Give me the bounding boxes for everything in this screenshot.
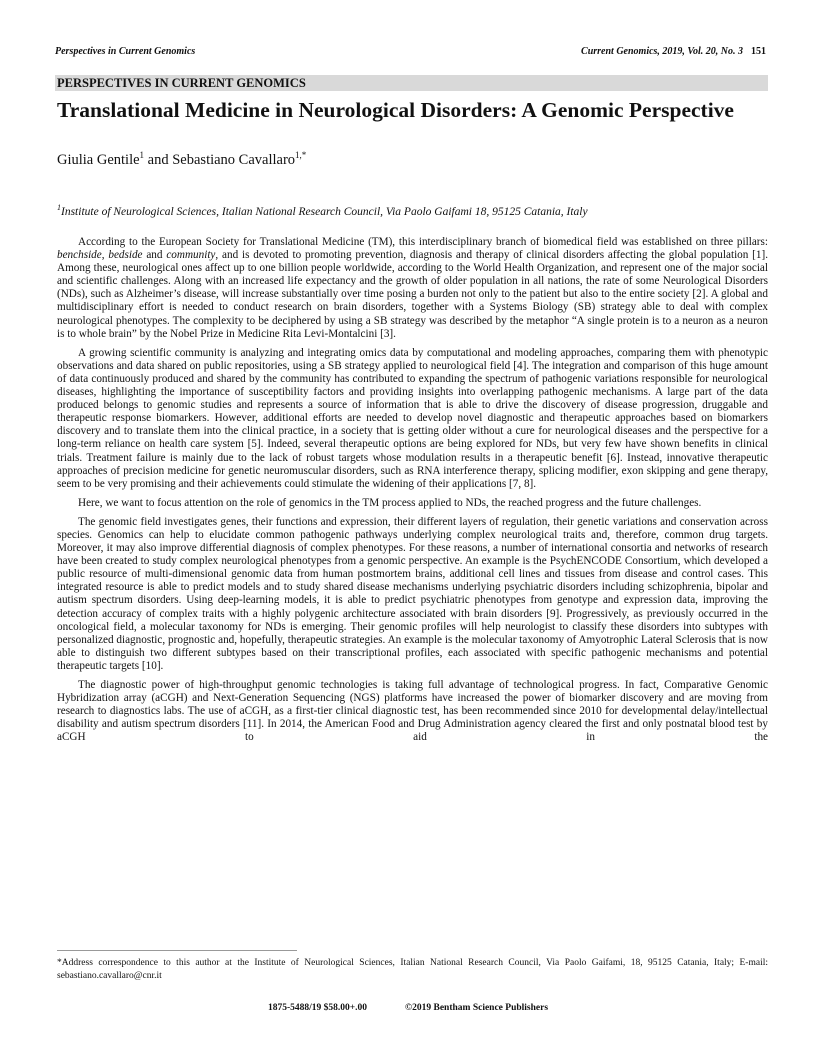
- affiliation: [57, 203, 588, 218]
- correspondence-footnote: *Address correspondence to this author at the Institute of Neurological Sciences, Italian National Research Council, Via Paolo Gaifami, 18, 95125 Catania, Italy; E-mail: sebastiano.cavallaro@cnr.it: [57, 958, 768, 981]
- affiliation-text: Institute of Neurological Sciences, Italian National Research Council, Via Paolo Gaifami 18, 95125 Catania, Italy: [61, 205, 588, 218]
- body-paragraph: According to the European Society for Translational Medicine (TM), this interdisciplinary branch of biomedical field was established on three pillars: benchside, bedside and community, and is devoted to promoting prevention, diagnosis and therapy of clinical disorders affecting the global population [1]. Among these, neurological ones affect up to one billion people worldwide, according to the World Health Organization, and represent one of the major social and scientific challenges. Along with an increased life expectancy and the growth of older population in all nations, the rate of some Neurological Disorders (NDs), such as Alzheimer’s disease, will increase substantially over time posing a burden not only to the patient but also to the entire society [2]. A global and multidisciplinary effort is needed to conduct research on brain disorders, together with a Systems Biology (SB) strategy able to deal with complex neurological phenotypes. The complexity to be deciphered by using a SB strategy was described by the metaphor “A single protein is to a neuron as a neuron is to whole brain” by the Nobel Prize in Medicine Rita Levi-Montalcini [3].: [57, 236, 769, 340]
- author-affiliation-mark: 1: [139, 150, 145, 160]
- copyright: ©2019 Bentham Science Publishers: [405, 1003, 549, 1013]
- running-head-citation: [581, 46, 766, 57]
- body-paragraph: The diagnostic power of high-throughput genomic technologies is taking full advantage of technological progress. In fact, Comparative Genomic Hybridization array (aCGH) and Next-Generation Sequencing (NGS) platforms have increased the power of biomarker discovery and are moving from research to diagnostics labs. The use of aCGH, as a first-tier clinical diagnostic test, has been recommended since 2010 for developmental delay/intellectual disability and autism spectrum disorders [11]. In 2014, the American Food and Drug Administration agency cleared the first and only postnatal blood test by aCGH to aid in the: [57, 679, 768, 744]
- article-title: Translational Medicine in Neurological Disorders: A Genomic Perspective: [57, 98, 734, 122]
- issn-price: 1875-5488/19 $58.00+.00: [267, 1003, 368, 1013]
- page-footer: [0, 1003, 816, 1013]
- section-label: PERSPECTIVES IN CURRENT GENOMICS: [55, 75, 768, 91]
- body-paragraph: The genomic field investigates genes, their functions and expression, their different layers of regulation, their genetic variations and conservation across species. Genomics can help to elucidate common pathogenic pathways underlying complex neurological traits and, therefore, common drug targets. Moreover, it may also improve differential diagnosis of complex phenotypes. For these reasons, a number of international consortia and networks of research have been created to study complex neurological phenotypes from a genomic perspective. An example is the PsychENCODE Consortium, which developed a public resource of multi-dimensional genomic data from human postmortem brains, additional cell lines and tissues from disease and control cases. This integrated resource is able to predict models and to study shared disease mechanisms underlying psychiatric disorders including schizophrenia, bipolar and autism spectrum disorders. Using deep-learning models, it is able to predict psychiatric phenotypes from genotype and expression data, improving the detection accuracy of complex traits with a highly polygenic architecture associated with brain disorders [9]. Progressively, as previously occurred in the oncological field, a molecular taxonomy for NDs is emerging. Their genomic profiles will help neurologist to classify these disorders into subtypes with personalized diagnostic, prognostic and, hopefully, therapeutic strategies. An example is the molecular taxonomy of Amyotrophic Lateral Sclerosis that is now able to distinguish two different subtypes based on their transcriptional profiles, each associated with specific pathogenic mechanisms and potential therapeutic targets [10].: [57, 515, 768, 672]
- running-head: [55, 46, 766, 62]
- author-affiliation-mark: 1,*: [295, 150, 307, 160]
- journal-citation: Current Genomics, 2019, Vol. 20, No. 3: [581, 46, 743, 57]
- author-name: Giulia Gentile: [57, 151, 140, 168]
- author-name: Sebastiano Cavallaro: [172, 151, 296, 168]
- body-paragraph: Here, we want to focus attention on the role of genomics in the TM process applied to NDs, the reached progress and the future challenges.: [78, 496, 702, 509]
- footnote-divider: [57, 950, 297, 951]
- body-paragraph: A growing scientific community is analyzing and integrating omics data by computational and modeling approaches, comparing them with phenotypic observations and data shared on public repositories, using a SB strategy applied to neurological field [4]. The integration and comparison of this huge amount of data continuously produced and shared by the community has contributed to expanding the spectrum of pathogenic variations responsible for neurological diseases, highlighting the importance of susceptibility factors and providing insights into overlapping pathogenic mechanisms. A large part of the data produced belongs to genomic studies and represents a source of information that is able to drive the discovery of disease progression, druggable and therapeutic response biomarkers. However, additional efforts are needed to develop novel diagnostic and therapeutic approaches based on biomarkers discovery and to translate them into the clinical practice, in a society that is getting older without a cure for neurological diseases and the perspective for a long-term reliance on health care system [5]. Indeed, several therapeutic options are being explored for NDs, but very few have shown benefits in clinical trials. Treatment failure is mainly due to the lack of robust targets whose modulation results in a therapeutic benefit [6]. Instead, innovative therapeutic approaches of precision medicine for genetic neuromuscular disorders, such as RNA interference therapy, splicing modifier, exon skipping and gene therapy, seem to be very promising and their achievements could stimulate the widening of their applications [7, 8].: [57, 346, 768, 490]
- affiliation-mark: 1: [57, 203, 61, 212]
- running-head-journal-section: Perspectives in Current Genomics: [55, 46, 196, 57]
- author-list: [57, 150, 306, 169]
- page-number: 151: [751, 46, 766, 57]
- author-connector: and: [144, 151, 173, 168]
- article-body: [57, 236, 768, 750]
